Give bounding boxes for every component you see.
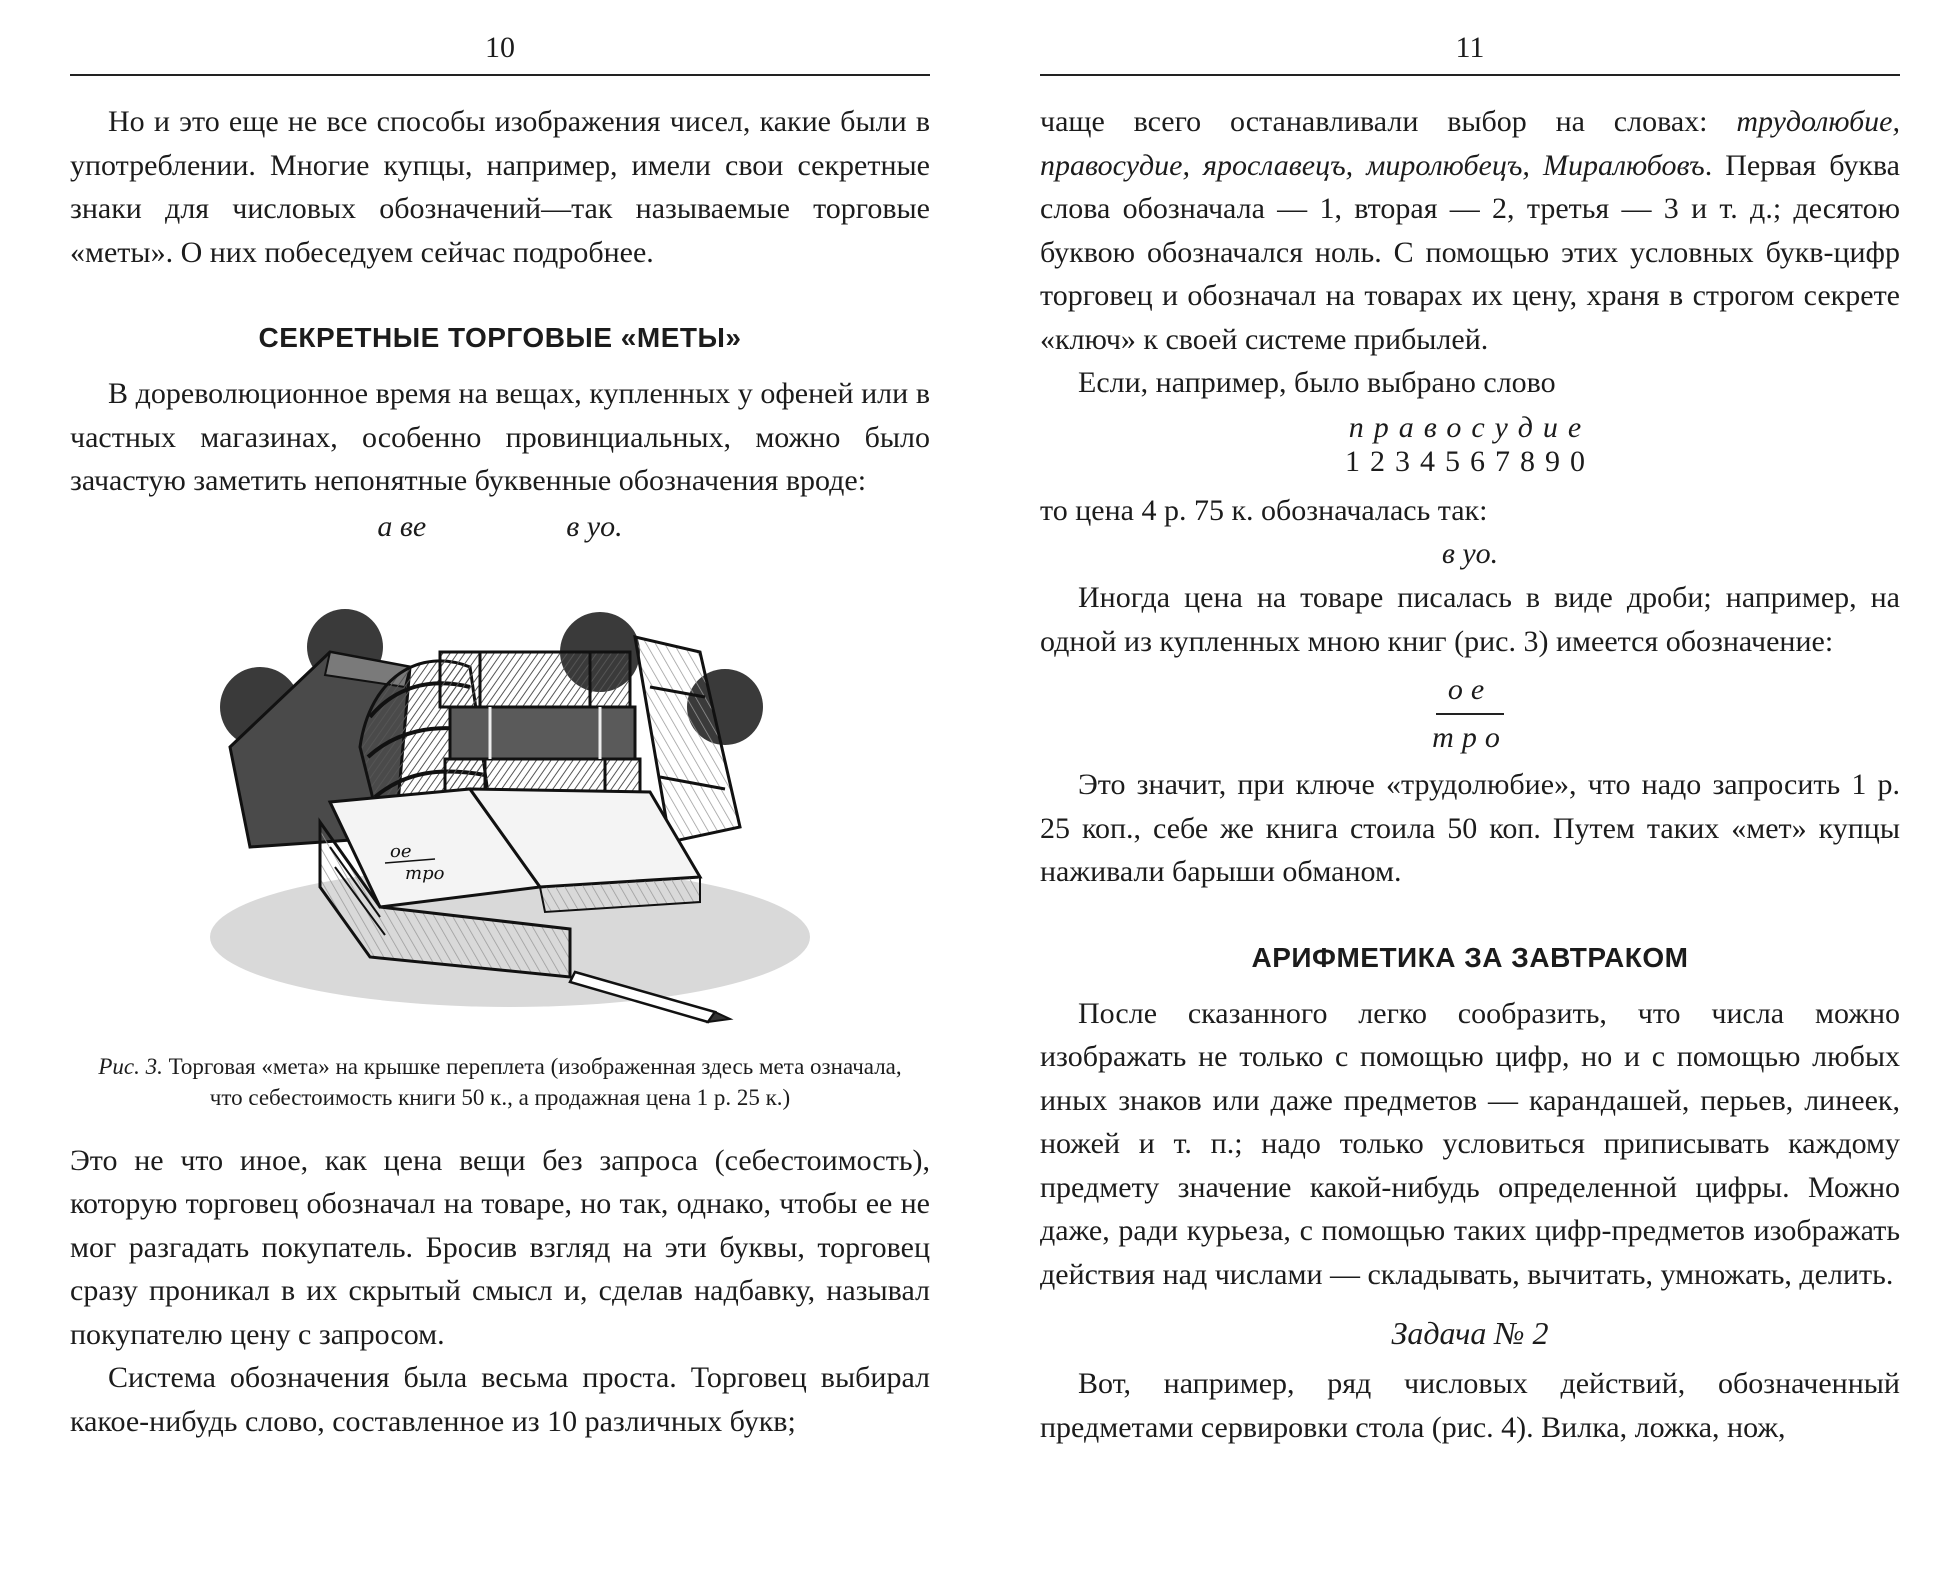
paragraph-price-example: то цена 4 р. 75 к. обозначалась так: — [1040, 493, 1488, 527]
book-stack-middle — [450, 707, 635, 759]
paragraph-intro-ways: Но и это еще не все способы изображения чисел, какие были в употреблении. Многие купцы, например, имели свои секретные знаки для числовых обозначений—так называемые торговые «меты». О них побеседуем сейчас подробнее. — [70, 105, 930, 269]
right-page — [1040, 0, 1900, 1574]
examples-row — [70, 505, 930, 549]
example-code-1: а ве — [377, 509, 427, 543]
key-digits: 1234567890 — [1345, 444, 1595, 478]
figure-caption-label: Рис. 3. — [98, 1053, 163, 1079]
cover-inscription-bottom: тро — [405, 862, 445, 884]
header-rule-left — [70, 74, 930, 76]
fraction-mark — [1040, 673, 1900, 755]
price-code: в уо. — [1441, 537, 1499, 570]
paragraph-system-simple: Система обозначения была весьма проста. Торговец выбирал какое-нибудь слово, составленное из 10 различных букв; — [70, 1361, 930, 1438]
figure-caption-text: Торговая «мета» на крышке переплета (изображенная здесь мета означала, что себестоимость книги 50 к., а продажная цена 1 р. 25 к.) — [168, 1053, 902, 1110]
left-text-block — [70, 100, 930, 274]
paragraph-price-without-markup: Это не что иное, как цена вещи без запроса (себестоимость), которую торговец обозначал на товаре, но так, однако, чтобы ее не мог разгадать покупатель. Бросив взгляд на эти буквы, торговец сразу проникал в их скрытый смысл и, сделав надбавку, называл покупателю цену с запросом. — [70, 1143, 930, 1351]
fraction-denominator: тро — [1432, 721, 1508, 754]
left-page — [70, 0, 930, 1574]
key-word-letters: правосудие — [1348, 410, 1592, 444]
figure-books-illustration — [180, 557, 820, 1037]
book-stack-top — [440, 652, 630, 707]
paragraph-if-word-chosen: Если, например, было выбрано слово — [1078, 366, 1556, 399]
paragraph-key-words — [1040, 100, 1900, 361]
page-number-right: 11 — [1455, 31, 1485, 64]
key-table — [1040, 411, 1900, 479]
fraction-numerator: ое — [1436, 673, 1504, 715]
example-code-2: в уо. — [566, 509, 623, 543]
paragraph-task: Вот, например, ряд числовых действий, обозначенный предметами сервировки стола (рис. 4). Вилка, ложка, нож, — [1040, 1367, 1900, 1444]
task-title: Задача № 2 — [1391, 1315, 1549, 1351]
header-rule-right — [1040, 74, 1900, 76]
key-words-prefix: чаще всего останавливали выбор на словах: — [1040, 105, 1737, 138]
cover-inscription-top: ое — [390, 840, 412, 862]
paragraph-prerevolution: В дореволюционное время на вещах, купленных у офеней или в частных магазинах, особенно провинциальных, можно было зачастую заметить непонятные буквенные обозначения вроде: — [70, 377, 930, 497]
key-words-list: трудолюбие, правосудие, ярославецъ, миролюбецъ, Миралюбовъ — [1040, 105, 1900, 182]
section-heading-breakfast-arithmetic: АРИФМЕТИКА ЗА ЗАВТРАКОМ — [1251, 941, 1689, 973]
paragraph-arithmetic: После сказанного легко сообразить, что числа можно изображать не только с помощью цифр, но и с помощью любых иных знаков или даже предметов — карандашей, перьев, линеек, ножей и т. п.; надо только условиться приписывать каждому предмету значение какой-нибудь определенной цифры. Можно даже, ради курьеза, с помощью таких цифр-предметов изображать действия над числами — складывать, вычитать, умножать, делить. — [1040, 996, 1900, 1291]
section-heading-secret-marks: СЕКРЕТНЫЕ ТОРГОВЫЕ «МЕТЫ» — [258, 322, 742, 353]
paragraph-meaning: Это значит, при ключе «трудолюбие», что надо запросить 1 р. 25 коп., себе же книга стоила 50 коп. Путем таких «мет» купцы наживали барыши обманом. — [1040, 768, 1900, 888]
paragraph-fraction: Иногда цена на товаре писалась в виде дроби; например, на одной из купленных мною книг (рис. 3) имеется обозначение: — [1040, 581, 1900, 658]
page-number-left: 10 — [485, 31, 515, 64]
figure-caption — [90, 1051, 910, 1113]
key-words-suffix: . Первая буква слова обозначала — 1, вторая — 2, третья — 3 и т. д.; десятою буквою обозначался ноль. С помощью этих условных букв-цифр торговец и обозначал на товарах их цену, храня в строгом секрете «ключ» к своей системе прибылей. — [1040, 148, 1900, 356]
books-drawing — [180, 557, 820, 1037]
